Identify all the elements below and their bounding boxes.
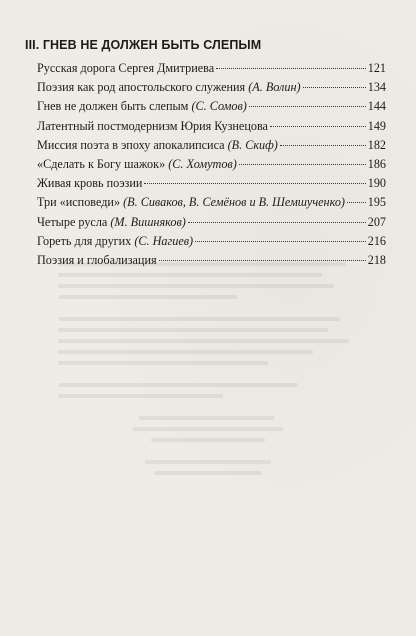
toc-entry-title: Живая кровь поэзии [37,176,143,191]
toc-entry [37,174,386,193]
toc-entry [37,251,386,270]
dot-leader [249,106,366,107]
toc-entry-author: (М. Вишняков) [110,214,186,229]
toc-entry [37,232,386,251]
toc-entry [37,136,386,155]
toc-entry-title: Гореть для других (С. Нагиев) [37,233,194,248]
toc-page-number: 207 [367,214,386,229]
toc-entry-author: (В. Сиваков, В. Семёнов и В. Шемшученко) [123,195,345,210]
dot-leader [195,241,366,242]
toc-entry-title: Русская дорога Сергея Дмитриева [37,61,215,75]
toc-page-number: 144 [367,99,386,114]
toc-entry-author: (С. Сомов) [191,99,247,114]
toc-page-number: 121 [367,61,386,75]
toc-entry [37,97,386,116]
toc-entry-title: Миссия поэта в эпоху апокалипсиса (В. Скиф) [37,137,278,152]
dot-leader [159,260,366,261]
toc-entry-title: Латентный постмодернизм Юрия Кузнецова [37,118,268,133]
dot-leader [216,68,366,69]
toc-entry [37,117,386,136]
toc-page-number: 149 [367,118,386,133]
show-through-text [58,262,358,592]
toc-entry-title: Поэзия как род апостольского служения (А. Волин) [37,80,301,95]
toc-entry-title: Поэзия и глобализация [37,252,157,267]
toc-page-number: 186 [367,156,386,171]
toc-entry-title: Гнев не должен быть слепым (С. Сомов) [37,99,247,114]
dot-leader [144,183,365,184]
table-of-contents [37,59,386,270]
dot-leader [188,222,366,223]
toc-page-number: 218 [367,252,386,267]
toc-entry-author: (С. Хомутов) [168,156,237,171]
toc-page-number: 182 [367,137,386,152]
toc-entry-title: Четыре русла (М. Вишняков) [37,214,186,229]
toc-page-number: 190 [367,176,386,191]
dot-leader [280,145,366,146]
toc-page-number: 134 [367,80,386,95]
toc-entry-author: (С. Нагиев) [134,233,194,248]
toc-entry-author: (В. Скиф) [227,137,278,152]
dot-leader [239,164,366,165]
toc-page-number: 216 [367,233,386,248]
dot-leader [270,126,366,127]
section-heading: III. ГНЕВ НЕ ДОЛЖЕН БЫТЬ СЛЕПЫМ [25,38,262,52]
toc-entry-title: «Сделать к Богу шажок» (С. Хомутов) [37,156,237,171]
toc-entry [37,59,386,78]
toc-entry [37,213,386,232]
toc-entry [37,78,386,97]
toc-entry-author: (А. Волин) [248,80,301,95]
toc-entry-title: Три «исповеди» (В. Сиваков, В. Семёнов и В. Шемшученко) [37,195,345,210]
toc-page-number: 195 [367,195,386,210]
dot-leader [303,87,366,88]
dot-leader [347,202,366,203]
toc-entry [37,155,386,174]
toc-entry [37,193,386,212]
